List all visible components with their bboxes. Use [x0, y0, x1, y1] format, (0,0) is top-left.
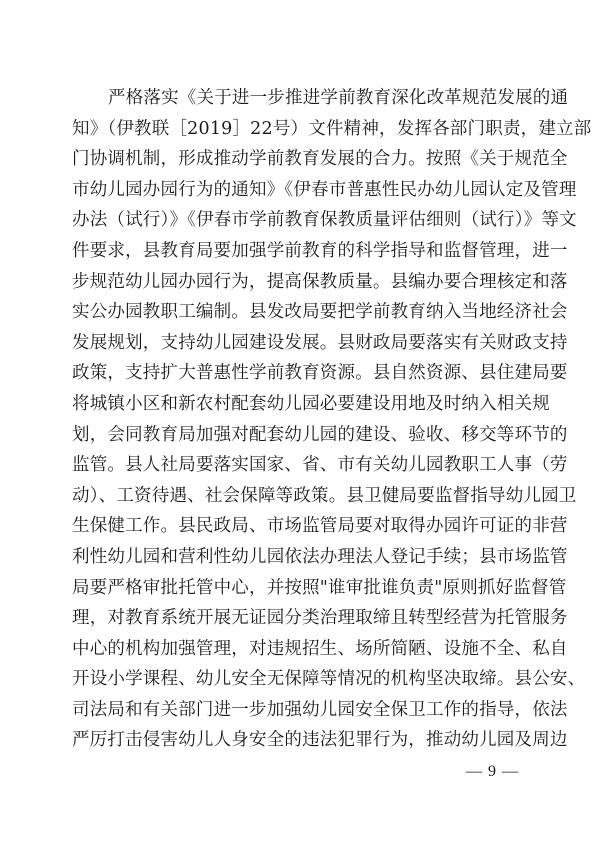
paragraph-line: 划，会同教育局加强对配套幼儿园的建设、验收、移交等环节的 [72, 424, 568, 445]
paragraph-line: 知》（伊教联［2019］22号）文件精神，发挥各部门职责，建立部 [72, 118, 592, 139]
paragraph-line: 市幼儿园办园行为的通知》《伊春市普惠性民办幼儿园认定及管理 [72, 179, 577, 200]
paragraph-line: 办法（试行）》《伊春市学前教育保教质量评估细则（试行）》等文 [72, 210, 577, 231]
paragraph-line: 将城镇小区和新农村配套幼儿园必要建设用地及时纳入相关规 [72, 393, 550, 414]
paragraph-line: 门协调机制，形成推动学前教育发展的合力。按照《关于规范全 [72, 149, 568, 170]
paragraph-line: 严厉打击侵害幼儿人身安全的违法犯罪行为，推动幼儿园及周边 [72, 730, 568, 751]
paragraph-line: 监管。县人社局要落实国家、省、市有关幼儿园教职工人事（劳 [72, 455, 568, 476]
paragraph-line: 局要严格审批托管中心，并按照"谁审批谁负责"原则抓好监督管 [72, 577, 567, 598]
paragraph-line: 发展规划，支持幼儿园建设发展。县财政局要落实有关财政支持 [72, 332, 568, 353]
paragraph-line: 严格落实《关于进一步推进学前教育深化改革规范发展的通 [108, 88, 569, 108]
paragraph-line: 利性幼儿园和营利性幼儿园依法办理法人登记手续；县市场监管 [72, 546, 568, 567]
paragraph-line: 动）、工资待遇、社会保障等政策。县卫健局要监督指导幼儿园卫 [72, 485, 577, 506]
paragraph-line: 理，对教育系统开展无证园分类治理取缔且转型经营为托管服务 [72, 608, 568, 629]
paragraph-line: 政策，支持扩大普惠性学前教育资源。县自然资源、县住建局要 [72, 363, 568, 384]
paragraph-line: 件要求，县教育局要加强学前教育的科学指导和监督管理，进一 [72, 240, 568, 261]
paragraph-line: 步规范幼儿园办园行为，提高保教质量。县编办要合理核定和落 [72, 271, 568, 292]
page-number: — 9 — [466, 763, 519, 780]
paragraph-line: 中心的机构加强管理，对违规招生、场所简陋、设施不全、私自 [72, 638, 568, 659]
body-paragraph [72, 83, 592, 756]
paragraph-line: 实公办园教职工编制。县发改局要把学前教育纳入当地经济社会 [72, 302, 568, 323]
paragraph-line: 司法局和有关部门进一步加强幼儿园安全保卫工作的指导，依法 [72, 699, 568, 720]
paragraph-line: 生保健工作。县民政局、市场监管局要对取得办园许可证的非营 [72, 516, 568, 537]
paragraph-line: 开设小学课程、幼儿安全无保障等情况的机构坚决取缔。县公安、 [72, 669, 586, 690]
